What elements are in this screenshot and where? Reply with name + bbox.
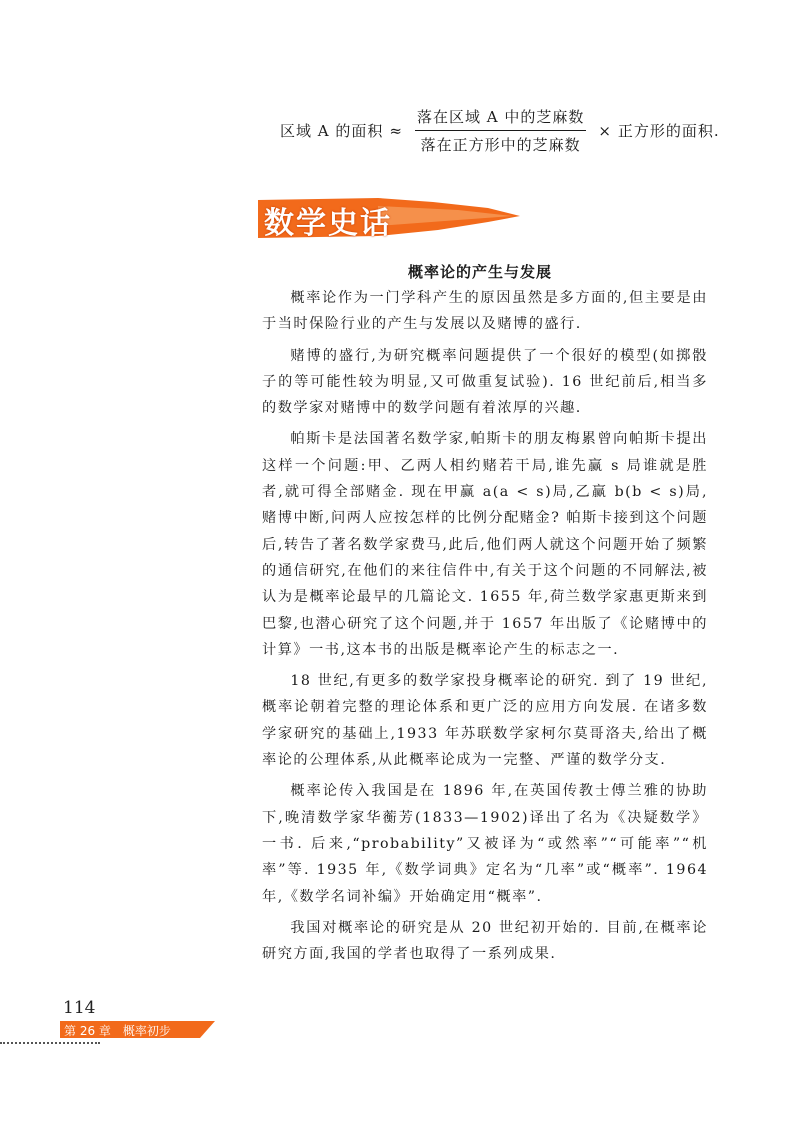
chapter-label: 第 26 章 概率初步 xyxy=(64,1024,171,1038)
formula-approx: ≈ xyxy=(389,121,403,140)
section-banner xyxy=(258,196,523,240)
formula-fraction xyxy=(415,106,586,155)
paragraph: 帕斯卡是法国著名数学家,帕斯卡的朋友梅累曾向帕斯卡提出这样一个问题:甲、乙两人相约赌若干局,谁先赢 s 局谁就是胜者,就可得全部赌金. 现在甲赢 a(a < s)局,乙赢 b(b < s)局,赌博中断,问两人应按怎样的比例分配赌金? 帕斯卡接到这个问题后,转告了著名数学家费马,此后,他们两人就这个问题开始了频繁的通信研究,在他们的来往信件中,有关于这个问题的不同解法,被认为是概率论最早的几篇论文. 1655 年,荷兰数学家惠更斯来到巴黎,也潜心研究了这个问题,并于 1657 年出版了《论赌博中的计算》一书,这本书的出版是概率论产生的标志之一. xyxy=(262,431,708,658)
article-body xyxy=(262,285,708,972)
chapter-label-bar xyxy=(60,1021,215,1038)
section-banner-label: 数学史话 xyxy=(264,206,392,241)
dotted-divider xyxy=(0,1042,100,1044)
paragraph: 概率论传入我国是在 1896 年,在英国传教士傅兰雅的协助下,晚清数学家华蘅芳(1833—1902)译出了名为《决疑数学》一书. 后来,“probability”又被译为“或然率”“可能率”“机率”等. 1935 年,《数学词典》定名为“几率”或“概率”. 1964 年,《数学名词补编》开始确定用“概率”. xyxy=(262,783,708,905)
formula-times: × xyxy=(598,121,612,140)
article-title: 概率论的产生与发展 xyxy=(407,263,552,281)
formula-rhs: 正方形的面积. xyxy=(617,122,720,140)
paragraph: 赌博的盛行,为研究概率问题提供了一个很好的模型(如掷骰子的等可能性较为明显,又可做重复试验). 16 世纪前后,相当多的数学家对赌博中的数学问题有着浓厚的兴趣. xyxy=(262,347,708,417)
paragraph: 18 世纪,有更多的数学家投身概率论的研究. 到了 19 世纪,概率论朝着完整的理论体系和更广泛的应用方向发展. 在诸多数学家研究的基础上,1933 年苏联数学家柯尔莫哥洛夫,给出了概率论的公理体系,从此概率论成为一完整、严谨的数学分支. xyxy=(262,673,708,769)
formula-lhs: 区域 A 的面积 xyxy=(280,122,384,140)
area-formula xyxy=(280,106,720,155)
paragraph: 概率论作为一门学科产生的原因虽然是多方面的,但主要是由于当时保险行业的产生与发展以及赌博的盛行. xyxy=(262,290,708,333)
page-number: 114 xyxy=(63,998,96,1018)
formula-numerator: 落在区域 A 中的芝麻数 xyxy=(415,106,586,131)
formula-denominator: 落在正方形中的芝麻数 xyxy=(420,136,581,154)
paragraph: 我国对概率论的研究是从 20 世纪初开始的. 目前,在概率论研究方面,我国的学者也取得了一系列成果. xyxy=(262,919,708,963)
